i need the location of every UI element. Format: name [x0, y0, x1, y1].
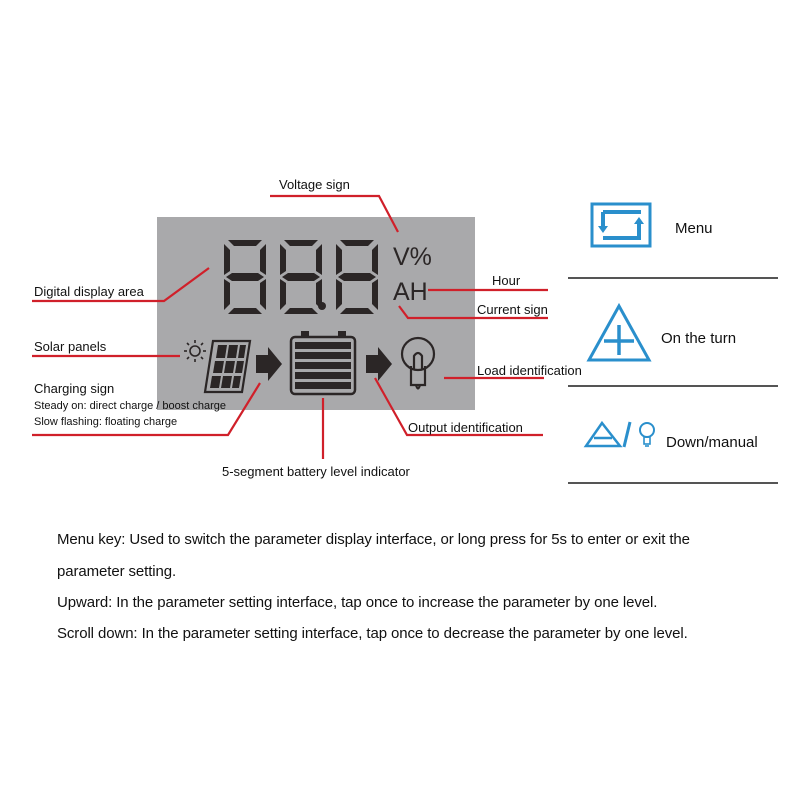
instruction-menu-key: Menu key: Used to switch the parameter display interface, or long press for 5s to enter or exit the: [57, 531, 690, 548]
divider: [568, 482, 778, 484]
instruction-scroll-down: Scroll down: In the parameter setting interface, tap once to decrease the parameter by one level.: [57, 625, 688, 642]
charging-sign-label: Charging sign: [34, 381, 115, 396]
seven-segment-digits: [224, 240, 378, 314]
menu-cycle-icon: [592, 204, 650, 246]
instruction-menu-key-cont: parameter setting.: [57, 563, 177, 580]
down-key-label: Down/manual: [666, 434, 758, 451]
up-triangle-plus-icon: [589, 306, 649, 360]
output-identification-label: Output identification: [408, 420, 523, 435]
current-sign-label: Current sign: [477, 302, 548, 317]
instruction-upward: Upward: In the parameter setting interface, tap once to increase the parameter by one level.: [57, 594, 658, 611]
divider: [568, 277, 778, 279]
divider: [568, 385, 778, 387]
battery-icon: [291, 331, 355, 394]
up-key-label: On the turn: [661, 330, 737, 347]
menu-key-label: Menu: [675, 220, 713, 237]
amp-hour-unit: AH: [393, 278, 428, 306]
output-arrow-icon: [366, 347, 392, 381]
voltage-sign-label: Voltage sign: [279, 177, 350, 192]
charging-steady-note: Steady on: direct charge / boost charge: [34, 400, 227, 412]
hour-label: Hour: [492, 273, 521, 288]
battery-indicator-label: 5-segment battery level indicator: [222, 464, 410, 479]
digital-display-area-label: Digital display area: [34, 284, 144, 299]
charging-slow-note: Slow flashing: floating charge: [34, 416, 178, 428]
sun-icon: [184, 340, 206, 362]
solar-panels-label: Solar panels: [34, 339, 107, 354]
load-bulb-icon: [402, 338, 434, 389]
charging-arrow-icon: [256, 347, 282, 381]
voltage-percent-unit: V%: [393, 243, 432, 271]
down-triangle-bulb-icon: [586, 422, 654, 447]
load-identification-label: Load identification: [477, 363, 582, 378]
solar-panel-icon: [205, 341, 250, 392]
